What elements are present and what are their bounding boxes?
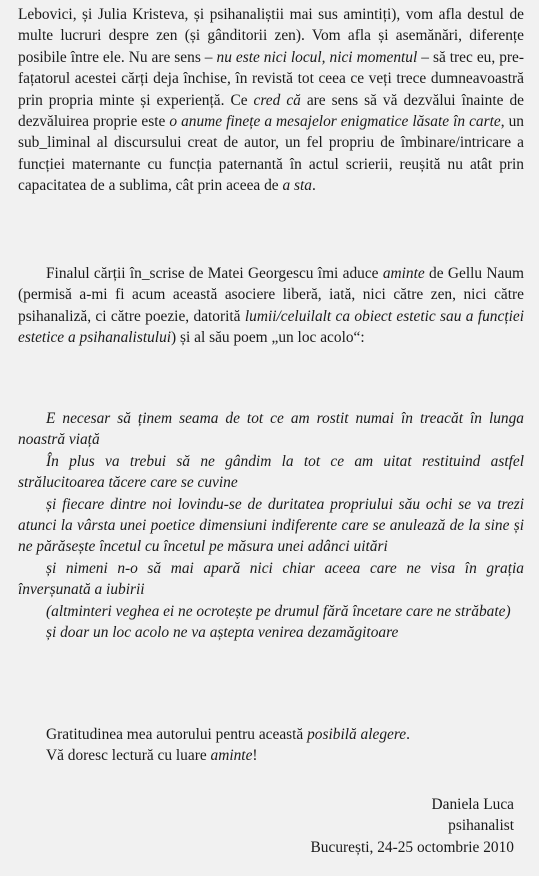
closing-paragraphs (18, 724, 524, 767)
text-run: – să trec eu, pre-fațatorul acestei cărți deja închise, în revistă tot ceea ce veți trece dumneavoastră prin propria minte și experiență. Ce (18, 48, 524, 109)
poem-line: E necesar să ținem seama de tot ce am rostit numai în treacăt în lunga noastră viață (18, 410, 524, 449)
text-run: ) și al său poem „un loc acolo“: (171, 329, 365, 347)
paragraph-zen-psychoanalysis (18, 4, 524, 197)
emphasis: a sta (282, 177, 312, 195)
gratitude-line (18, 724, 524, 745)
emphasis: nu este nici locul, nici momentul (216, 48, 418, 66)
text-run: , un sub_liminal al discursului creat de autor, un fel propriu de îmbinare/intricare a funcției maternante cu funcția paternantă în actul scrierii, reușită nu atât prin capacitatea de a sublima, cât prin aceea de (18, 113, 524, 195)
text-run: Finalul cărții în_scrise de Matei Georgescu îmi aduce (46, 265, 383, 282)
emphasis: posibilă alegere (307, 726, 407, 743)
author-title: psihanalist (448, 817, 514, 835)
author-name: Daniela Luca (431, 796, 514, 813)
text-run: de Gellu Naum (permisă a-mi fi acum această asociere liberă, iată, nici către zen, nici către psihanaliză, ci către poezie, datorită (18, 265, 524, 325)
text-run: Lebovici, și Julia Kristeva, și psihanaliștii mai sus amintiți), vom afla destul de multe lucruri despre zen (și gânditorii zen). Vom afla și asemănări, diferențe posibile între ele. Nu are sens – (18, 6, 524, 66)
text-run: . (406, 726, 410, 743)
poem-line: și nimeni n-o să mai apară nici chiar aceea care ne visa în grația înverșunată a iubirii (18, 559, 524, 599)
text-run: ! (252, 747, 258, 765)
emphasis: aminte (382, 265, 425, 282)
text-run: Vă doresc lectură cu luare (46, 747, 211, 765)
emphasis: aminte (210, 747, 253, 765)
signature-block (311, 794, 514, 858)
text-run: Gratitudinea mea autorului pentru această (46, 726, 308, 743)
poem-line: și doar un loc acolo ne va aștepta venirea dezamăgitoare (46, 624, 399, 642)
text-run: . (312, 177, 316, 195)
text-run: are sens să vă dezvălui înainte de dezvăluirea proprie este (18, 91, 524, 131)
place-date: București, 24-25 octombrie 2010 (310, 838, 514, 856)
poem-line: În plus va trebui să ne gândim la tot ce am uitat restituind astfel strălucitoarea tăcere care se cuvine (18, 452, 524, 492)
emphasis: o anume finețe a mesajelor enigmatice lăsate în carte (169, 113, 501, 131)
poem-line: și fiecare dintre noi lovindu-se de duritatea propriului său ochi se va trezi atunci la vârsta unei poetice dimensiuni indiferente care se anulează de la sine și ne părăsește încetul cu încetul pe măsura unei adânci uitări (18, 495, 524, 556)
poem-line: (altminteri veghea ei ne ocrotește pe drumul fără încetare care ne străbate) (46, 602, 511, 620)
paragraph-gellu-naum (18, 263, 524, 349)
emphasis: lumii/celuilalt ca obiect estetic sau a funcției estetice a psihanalistului (18, 307, 524, 347)
wish-line (18, 745, 524, 766)
emphasis: cred că (253, 91, 301, 109)
poem-un-loc-acolo (18, 408, 524, 643)
